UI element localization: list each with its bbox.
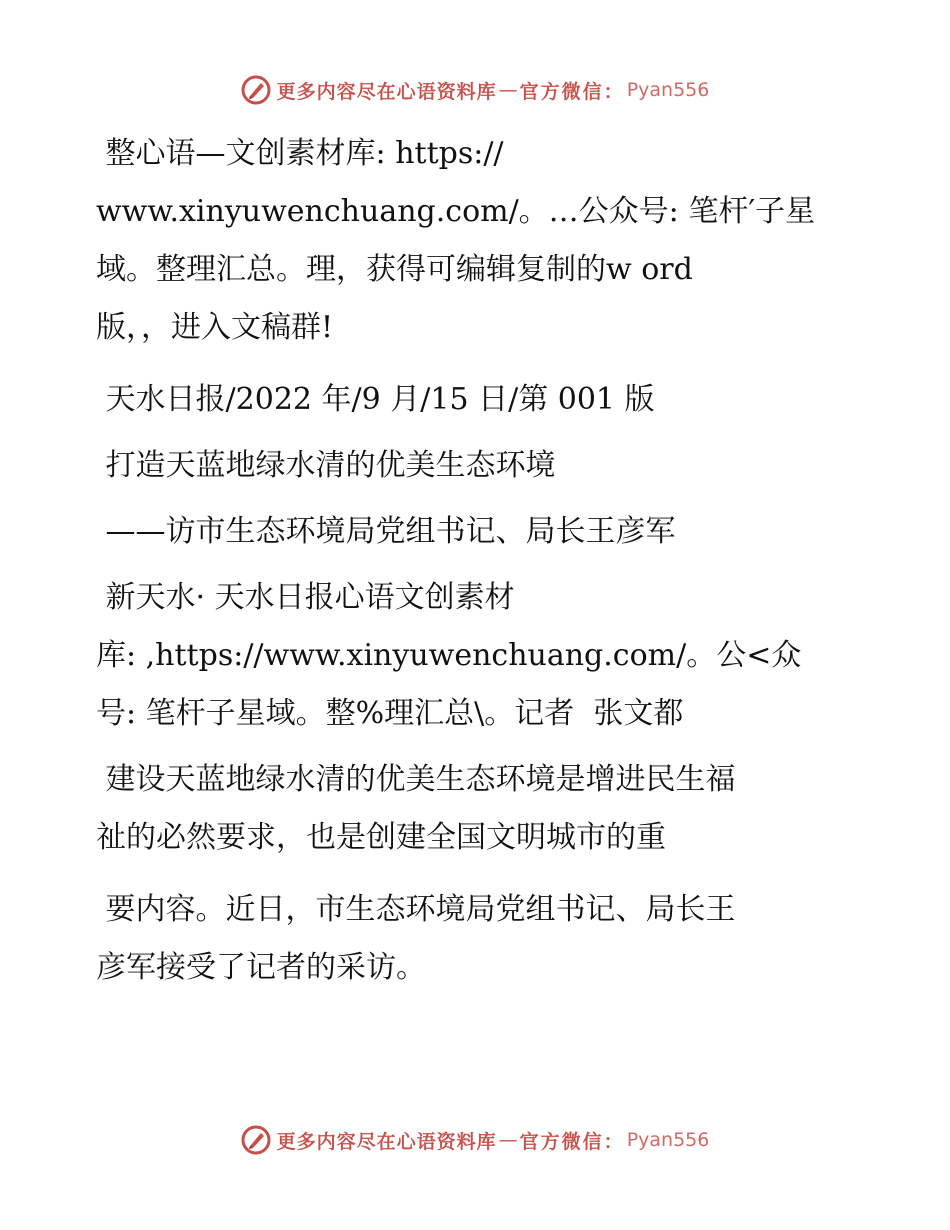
intro-line-3: 域。整理汇总。理，获得可编辑复制的w ord	[96, 252, 693, 287]
banner-dash: —	[498, 79, 518, 101]
page-footer-banner	[0, 1120, 950, 1160]
pen-logo-icon	[241, 1125, 271, 1155]
byline-line-2: 库: ,https://www.xinyuwenchuang.com/。公<众	[96, 638, 802, 673]
pen-logo-icon	[241, 75, 271, 105]
banner-wechat-id: Pyan556	[626, 1129, 710, 1151]
banner-text: 更多内容尽在心语资料库	[276, 1130, 497, 1153]
banner-official-label: 官方微信：	[519, 1130, 625, 1153]
intro-line-2: www.xinyuwenchuang.com/。…公众号: 笔杆′子星	[96, 194, 816, 229]
dateline: 天水日报/2022 年/9 月/15 日/第 001 版	[96, 382, 655, 417]
byline-line-1: 新天水· 天水日报心语文创素材	[96, 580, 515, 615]
byline-line-3: 号: 笔杆子星域。整%理汇总\。记者 张文都	[96, 696, 684, 731]
intro-line-1: 整心语—文创素材库: https://	[96, 136, 504, 171]
article-title: 打造天蓝地绿水清的优美生态环境	[96, 448, 556, 483]
page-header-banner	[0, 70, 950, 110]
banner-official-label: 官方微信：	[519, 80, 625, 103]
banner-text: 更多内容尽在心语资料库	[276, 80, 497, 103]
body-line-3: 要内容。近日，市生态环境局党组书记、局长王	[96, 892, 736, 927]
body-line-4: 彦军接受了记者的采访。	[96, 950, 426, 985]
banner-dash: —	[498, 1129, 518, 1151]
body-line-1: 建设天蓝地绿水清的优美生态环境是增进民生福	[96, 762, 736, 797]
banner-wechat-id: Pyan556	[626, 79, 710, 101]
document-body	[96, 125, 856, 997]
intro-line-4: 版，，进入文稿群!	[96, 310, 334, 345]
body-line-2: 祉的必然要求，也是创建全国文明城市的重	[96, 820, 666, 855]
article-subtitle: ——访市生态环境局党组书记、局长王彦军	[96, 514, 676, 549]
